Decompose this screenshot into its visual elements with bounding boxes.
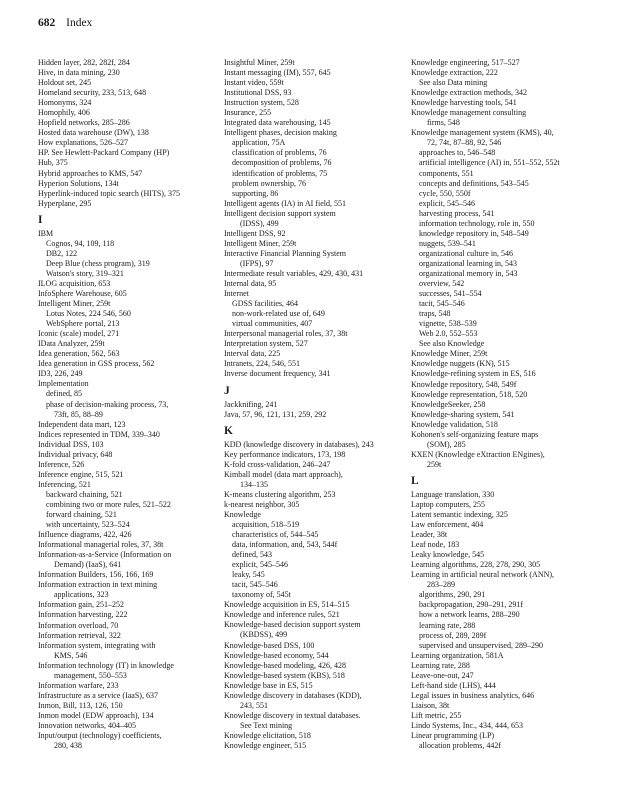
- index-entry: k-nearest neighbor, 305: [224, 499, 300, 509]
- index-entry: Interpretation system, 527: [224, 339, 308, 349]
- index-entry: Knowledge: [224, 509, 261, 519]
- index-letter-heading: J: [224, 384, 230, 397]
- index-subentry: taxonomy of, 545t: [232, 590, 291, 600]
- index-entry: Inference, 526: [38, 459, 85, 469]
- index-subentry: how a network learns, 288–290: [419, 610, 520, 620]
- index-subentry: non-work-related use of, 649: [232, 309, 325, 319]
- index-subentry: KMS, 546: [54, 650, 88, 660]
- index-subentry: identification of problems, 75: [232, 168, 328, 178]
- index-entry: Knowledge representation, 518, 520: [411, 389, 528, 399]
- index-subentry: defined, 85: [46, 389, 82, 399]
- index-subentry: See also Knowledge: [419, 339, 485, 349]
- index-subentry: classification of problems, 76: [232, 148, 327, 158]
- index-subentry: artificial intelligence (AI) in, 551–552, 552t: [419, 158, 560, 168]
- index-subentry: 243, 551: [240, 700, 268, 710]
- index-entry: K-fold cross-validation, 246–247: [224, 459, 331, 469]
- index-subentry: overview, 542: [419, 279, 465, 289]
- index-entry: Infrastructure as a service (IaaS), 637: [38, 690, 158, 700]
- index-entry: Knowledge discovery in textual databases.: [224, 710, 361, 720]
- index-entry: Knowledge-refining system in ES, 516: [411, 369, 536, 379]
- index-letter-heading: I: [38, 213, 43, 226]
- index-entry: Hyperplane, 295: [38, 198, 92, 208]
- index-subentry: information technology, role in, 550: [419, 218, 535, 228]
- index-subentry: supporting, 86: [232, 188, 279, 198]
- index-entry: Information Builders, 156, 166, 169: [38, 570, 154, 580]
- index-entry: Hyperlink-induced topic search (HITS), 375: [38, 188, 180, 198]
- index-entry: Key performance indicators, 173, 198: [224, 449, 346, 459]
- index-entry: Information extraction in text mining: [38, 580, 158, 590]
- index-entry: KXEN (Knowledge eXtraction ENgines),: [411, 449, 545, 459]
- index-subentry: Watson's story, 319–321: [46, 268, 124, 278]
- index-entry: Innovation networks, 404–405: [38, 721, 136, 730]
- index-entry: Intranets, 224, 546, 551: [224, 359, 300, 369]
- index-entry: Knowledge-based system (KBS), 518: [224, 670, 345, 680]
- index-entry: Hive, in data mining, 230: [38, 68, 120, 78]
- index-subentry: firms, 548: [427, 118, 460, 128]
- index-entry: Instant video, 559t: [224, 78, 284, 88]
- index-entry: Homeland security, 233, 513, 648: [38, 88, 147, 98]
- index-subentry: WebSphere portal, 213: [46, 319, 120, 329]
- index-subentry: characteristics of, 544–545: [232, 530, 319, 540]
- index-subentry: with uncertainty, 523–524: [46, 520, 130, 530]
- index-entry: Intelligent decision support system: [224, 208, 336, 218]
- index-entry: Knowledge extraction methods, 342: [411, 88, 527, 98]
- index-subentry: GDSS facilities, 464: [232, 299, 298, 309]
- index-entry: Insightful Miner, 259t: [224, 58, 295, 67]
- index-column-1: [38, 58, 238, 751]
- index-entry: Information system, integrating with: [38, 640, 156, 650]
- index-entry: Linear programming (LP): [411, 731, 495, 741]
- index-entry: Liaison, 38t: [411, 700, 450, 710]
- index-subentry: explicit, 545–546: [232, 560, 288, 570]
- index-subentry: virtual communities, 407: [232, 319, 313, 329]
- index-entry: Interactive Financial Planning System: [224, 248, 346, 258]
- index-entry: Information retrieval, 322: [38, 630, 121, 640]
- index-entry: Knowledge-based DSS, 100: [224, 640, 315, 650]
- index-entry: Java, 57, 96, 121, 131, 259, 292: [224, 409, 327, 419]
- index-entry: Individual DSS, 103: [38, 439, 104, 449]
- index-subentry: (IDSS), 499: [240, 218, 279, 228]
- index-entry: Left-hand side (LHS), 444: [411, 680, 496, 690]
- index-entry: Legal issues in business analytics, 646: [411, 690, 535, 700]
- index-subentry: See Text mining: [240, 720, 293, 730]
- index-entry: Independent data mart, 123: [38, 419, 126, 429]
- index-subentry: organizational culture in, 546: [419, 248, 514, 258]
- index-entry: Leave-one-out, 247: [411, 670, 474, 680]
- index-subentry: 134–135: [240, 479, 268, 489]
- index-entry: Knowledge-based modeling, 426, 428: [224, 660, 346, 670]
- index-subentry: 72, 74t, 87–88, 92, 546: [427, 138, 502, 148]
- index-entry: Latent semantic indexing, 325: [411, 510, 508, 520]
- index-entry: Intelligent agents (IA) in AI field, 551: [224, 198, 346, 208]
- index-subentry: approaches to, 546–548: [419, 148, 496, 158]
- page-number: 682: [38, 17, 56, 29]
- index-entry: Intelligent Miner, 259t: [224, 238, 297, 248]
- index-entry: Knowledge discovery in databases (KDD),: [224, 690, 362, 700]
- index-subentry: backpropagation, 290–291, 291f: [419, 600, 523, 610]
- index-entry: Leaky knowledge, 545: [411, 550, 485, 560]
- index-subentry: application, 75A: [232, 138, 286, 148]
- index-entry: Holdout set, 245: [38, 78, 92, 88]
- index-entry: Knowledge acquisition in ES, 514–515: [224, 600, 350, 610]
- index-entry: Intelligent phases, decision making: [224, 128, 337, 138]
- index-entry: Interpersonal managerial roles, 37, 38t: [224, 329, 348, 339]
- index-entry: Idea generation, 562, 563: [38, 349, 120, 359]
- index-subentry: knowledge repository in, 548–549: [419, 228, 529, 238]
- index-entry: Kohonen's self-organizing feature maps: [411, 429, 539, 439]
- index-entry: Knowledge engineering, 517–527: [411, 58, 520, 67]
- index-subentry: learning rate, 288: [419, 620, 476, 630]
- index-subentry: Web 2.0, 552–553: [419, 329, 478, 339]
- index-subentry: forward chaining, 521: [46, 510, 117, 520]
- index-entry: Individual privacy, 648: [38, 449, 113, 459]
- index-subentry: Lotus Notes, 224 546, 560: [46, 309, 131, 319]
- index-column-2: [224, 58, 424, 751]
- index-subentry: organizational learning in, 543: [419, 258, 518, 268]
- index-entry: Information-as-a-Service (Information on: [38, 550, 172, 560]
- index-entry: Knowledge base in ES, 515: [224, 680, 313, 690]
- index-subentry: tacit, 545–546: [232, 580, 278, 590]
- index-entry: Hosted data warehouse (DW), 138: [38, 128, 149, 138]
- index-letter-heading: K: [224, 424, 233, 437]
- index-letter-heading: L: [411, 474, 419, 487]
- index-entry: Knowledge-based decision support system: [224, 620, 361, 630]
- index-entry: Laptop computers, 255: [411, 499, 485, 509]
- index-entry: Knowledge validation, 518: [411, 419, 498, 429]
- index-entry: Homonyms, 324: [38, 98, 92, 108]
- index-entry: Leaf node, 183: [411, 540, 460, 550]
- index-entry: Integrated data warehousing, 145: [224, 118, 331, 128]
- index-entry: Information warfare, 233: [38, 680, 119, 690]
- index-entry: Information harvesting, 222: [38, 610, 128, 620]
- index-entry: Learning algorithms, 228, 278, 290, 305: [411, 560, 541, 570]
- index-subentry: concepts and definitions, 543–545: [419, 178, 529, 188]
- index-entry: KnowledgeSeeker, 258: [411, 399, 486, 409]
- index-entry: ILOG acquisition, 653: [38, 278, 111, 288]
- index-entry: IData Analyzer, 259t: [38, 339, 105, 349]
- index-entry: Intelligent DSS, 92: [224, 228, 286, 238]
- index-subentry: problem ownership, 76: [232, 178, 306, 188]
- index-subentry: leaky, 545: [232, 570, 265, 580]
- index-entry: Homophily, 406: [38, 108, 90, 118]
- index-subentry: 73ft, 85, 88–89: [54, 409, 103, 419]
- index-subentry: Demand) (IaaS), 641: [54, 560, 122, 570]
- index-subentry: combining two or more rules, 521–522: [46, 499, 171, 509]
- index-entry: Interval data, 225: [224, 349, 281, 359]
- index-entry: Intelligent Miner, 259t: [38, 299, 111, 309]
- index-subentry: applications, 323: [54, 590, 109, 600]
- index-subentry: harvesting process, 541: [419, 208, 495, 218]
- index-entry: Instant messaging (IM), 557, 645: [224, 68, 331, 78]
- index-entry: Internet: [224, 289, 249, 299]
- index-subentry: backward chaining, 521: [46, 489, 123, 499]
- index-entry: IBM: [38, 228, 54, 238]
- index-subentry: 280, 438: [54, 741, 82, 751]
- index-entry: Learning rate, 288: [411, 660, 470, 670]
- index-column-3: [411, 58, 611, 751]
- index-subentry: See also Data mining: [419, 78, 488, 88]
- index-entry: Insurance, 255: [224, 108, 272, 118]
- index-subentry: organizational memory in, 543: [419, 268, 518, 278]
- index-subentry: supervised and unsupervised, 289–290: [419, 640, 543, 650]
- index-subentry: (SOM), 285: [427, 439, 466, 449]
- index-subentry: 283–289: [427, 580, 455, 590]
- index-subentry: traps, 548: [419, 309, 451, 319]
- index-subentry: successes, 541–554: [419, 289, 482, 299]
- index-entry: Knowledge-sharing system, 541: [411, 409, 515, 419]
- index-entry: Kimball model (data mart approach),: [224, 469, 343, 479]
- index-entry: Internal data, 95: [224, 279, 277, 289]
- index-entry: Instruction system, 528: [224, 98, 299, 108]
- index-subentry: cycle, 550, 550f: [419, 188, 471, 198]
- index-subentry: vignette, 538–539: [419, 319, 477, 329]
- index-subentry: decomposition of problems, 76: [232, 158, 332, 168]
- index-entry: Iconic (scale) model, 271: [38, 329, 120, 339]
- index-subentry: tacit, 545–546: [419, 299, 465, 309]
- index-subentry: management, 550–553: [54, 670, 127, 680]
- index-subentry: Cognos, 94, 109, 118: [46, 238, 115, 248]
- index-subentry: allocation problems, 442f: [419, 741, 501, 751]
- index-entry: Information gain, 251–252: [38, 600, 124, 610]
- index-entry: Hub, 375: [38, 158, 68, 168]
- index-subentry: nuggets, 539–541: [419, 238, 476, 248]
- page-header: [38, 16, 604, 38]
- index-subentry: components, 551: [419, 168, 474, 178]
- index-subentry: 259t: [427, 459, 442, 469]
- index-entry: Implementation: [38, 379, 89, 389]
- index-entry: Knowledge management consulting: [411, 108, 527, 118]
- index-entry: Knowledge harvesting tools, 541: [411, 98, 517, 108]
- index-entry: Hidden layer, 282, 282f, 284: [38, 58, 130, 67]
- index-entry: Hyperion Solutions, 134t: [38, 178, 119, 188]
- index-subentry: algorithms, 290, 291: [419, 590, 486, 600]
- index-entry: Knowledge repository, 548, 549f: [411, 379, 517, 389]
- index-subentry: acquisition, 518–519: [232, 519, 300, 529]
- index-entry: Knowledge Miner, 259t: [411, 349, 488, 359]
- index-entry: Knowledge-based economy, 544: [224, 650, 329, 660]
- index-entry: Learning in artificial neural network (ANN),: [411, 570, 555, 580]
- index-subentry: DB2, 122: [46, 248, 78, 258]
- index-subentry: (KBDSS), 499: [240, 630, 288, 640]
- index-entry: Knowledge management system (KMS), 40,: [411, 128, 554, 138]
- index-entry: Input/output (technology) coefficients,: [38, 731, 162, 741]
- index-subentry: Deep Blue (chess program), 319: [46, 258, 150, 268]
- index-entry: Jackknifing, 241: [224, 399, 278, 409]
- index-entry: Knowledge engineer, 515: [224, 741, 307, 750]
- index-entry: Lift metric, 255: [411, 710, 462, 720]
- index-entry: KDD (knowledge discovery in databases), 243: [224, 439, 374, 449]
- index-entry: Information overload, 70: [38, 620, 119, 630]
- index-entry: How explanations, 526–527: [38, 138, 128, 148]
- index-entry: Inverse document frequency, 341: [224, 369, 331, 379]
- index-entry: Hopfield networks, 285–286: [38, 118, 130, 128]
- index-entry: Hybrid approaches to KMS, 547: [38, 168, 143, 178]
- index-entry: Law enforcement, 404: [411, 520, 484, 530]
- index-entry: Informational managerial roles, 37, 38t: [38, 540, 164, 550]
- section-title: Index: [66, 17, 93, 29]
- index-entry: Inferencing, 521: [38, 479, 91, 489]
- index-entry: HP. See Hewlett-Packard Company (HP): [38, 148, 170, 158]
- index-entry: InfoSphere Warehouse, 605: [38, 288, 127, 298]
- index-entry: Inmon model (EDW approach), 134: [38, 710, 154, 720]
- index-entry: ID3, 226, 249: [38, 369, 83, 379]
- index-entry: Institutional DSS, 93: [224, 88, 292, 98]
- index-entry: K-means clustering algorithm, 253: [224, 489, 336, 499]
- index-entry: Leader, 38t: [411, 530, 448, 540]
- index-entry: Language translation, 330: [411, 489, 495, 499]
- index-entry: Information technology (IT) in knowledge: [38, 660, 174, 670]
- index-entry: Knowledge elicitation, 518: [224, 730, 311, 740]
- index-subentry: (IFPS), 97: [240, 258, 274, 268]
- index-entry: Inmon, Bill, 113, 126, 150: [38, 700, 123, 710]
- index-entry: Knowledge nuggets (KN), 515: [411, 359, 510, 369]
- index-entry: Idea generation in GSS process, 562: [38, 359, 155, 369]
- index-entry: Knowledge extraction, 222: [411, 68, 498, 78]
- index-entry: Intermediate result variables, 429, 430, 431: [224, 268, 364, 278]
- index-entry: Inference engine, 515, 521: [38, 469, 124, 479]
- index-subentry: process of, 289, 289f: [419, 630, 487, 640]
- index-entry: Learning organization, 581A: [411, 650, 504, 660]
- index-entry: Knowledge and inference rules, 521: [224, 610, 340, 620]
- index-entry: Influence diagrams, 422, 426: [38, 530, 132, 540]
- index-entry: Indices represented in TDM, 339–340: [38, 429, 160, 439]
- index-subentry: data, information, and, 543, 544f: [232, 540, 338, 550]
- index-subentry: defined, 543: [232, 550, 272, 560]
- index-subentry: phase of decision-making process, 73,: [46, 399, 169, 409]
- index-subentry: explicit, 545–546: [419, 198, 475, 208]
- index-entry: Lindo Systems, Inc., 434, 444, 653: [411, 721, 523, 730]
